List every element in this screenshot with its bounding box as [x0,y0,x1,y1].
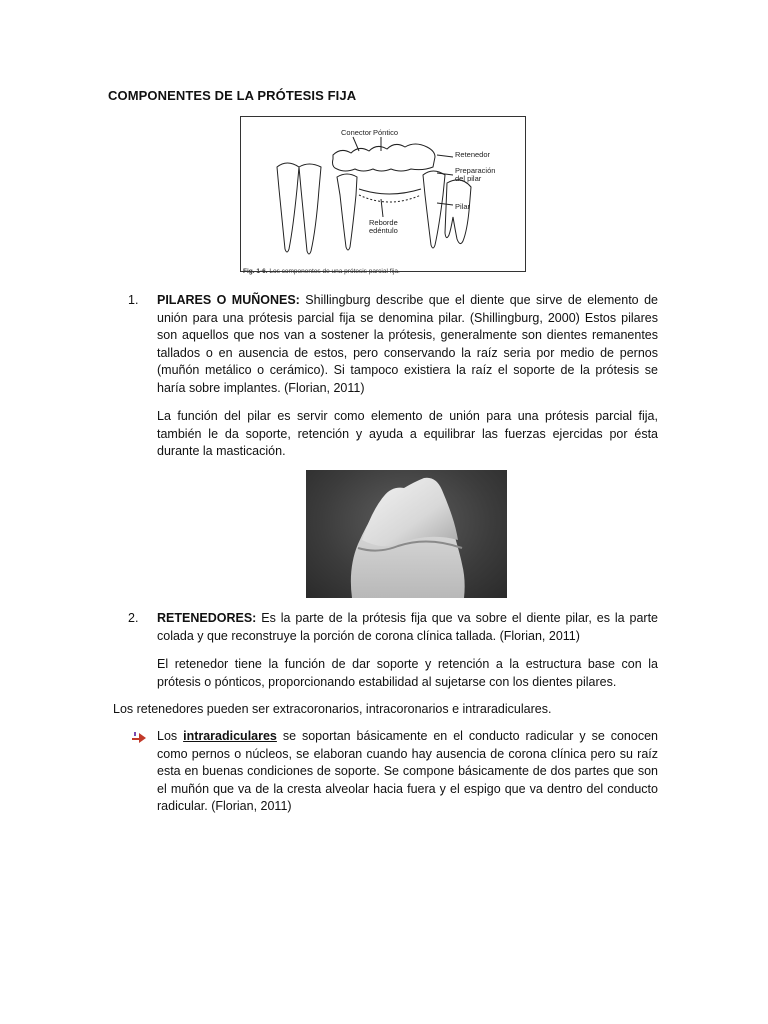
label-conector: Conector [341,128,372,137]
label-retenedor: Retenedor [455,150,491,159]
paragraph-retenedor-function: El retenedor tiene la función de dar soporte y retención a la estructura base con la prótesis o pónticos, proporcionando estabilidad al sujetarse con los dientes pilares. [157,657,658,689]
page-title: COMPONENTES DE LA PRÓTESIS FIJA [108,88,357,103]
bullet-text [157,728,658,816]
bullet-term: intraradiculares [183,729,277,743]
list-number: 2. [128,611,139,625]
figure-caption [243,268,400,276]
list-number: 1. [128,293,139,307]
list-item-body [157,610,658,645]
bullet-body: se soportan básicamente en el conducto radicular y se conocen como pernos o núcleos, se elaboran cuando hay ausencia de corona clínica pero su raíz esta en buenas condiciones de soporte. Se compone básicamente de dos partes que son el muñón que va de la cresta alveolar hacia fuera y el espigo que va dentro del conducto radicular. (Florian, 2011) [157,729,658,813]
item-text: Es la parte de la prótesis fija que va sobre el diente pilar, es la parte colada y que reconstruye la porción de corona clínica tallada. (Florian, 2011) [157,611,658,643]
label-reborde-2: edéntulo [369,226,398,235]
bridge-diagram-figure [240,116,526,272]
list-item-body [157,292,658,397]
paragraph-retainer-types: Los retenedores pueden ser extracoronarios, intracoronarios e intraradiculares. [113,702,552,716]
label-preparacion-2: del pilar [455,174,482,183]
label-preparacion-1: Preparación [455,166,496,175]
tooth-photo [306,470,507,598]
arrow-bullet-icon [131,730,147,744]
item-heading: PILARES O MUÑONES: [157,293,300,307]
label-pontico: Póntico [373,128,399,137]
bridge-diagram-drawing [241,117,525,271]
item-heading: RETENEDORES: [157,611,257,625]
tooth-photo-drawing [306,470,507,598]
figure-caption-prefix: Fig. 1-6. [243,268,268,275]
figure-caption-text: Los componentes de una prótesis parcial fija. [267,268,400,275]
paragraph-pilar-function: La función del pilar es servir como elemento de unión para una prótesis parcial fija, también le da soporte, retención y ayuda a equilibrar las fuerzas ejercidas por ésta durante la masticación. [157,409,658,458]
label-reborde-1: Reborde [369,218,398,227]
label-pilar: Pilar [455,202,471,211]
bullet-prefix: Los [157,729,184,743]
item-text: Shillingburg describe que el diente que sirve de elemento de unión para una prótesis parcial fija se denomina pilar. (Shillingburg, 2000) Estos pilares son aquellos que nos van a sostener la prótesis, generalmente son dientes remanentes tallados o en ausencia de estos, pero conservando la raíz seria por medio de pernos (muñón metálico o cerámico). Si tampoco existiera la raíz el soporte de la prótesis se haría sobre implantes. (Florian, 2011) [157,293,658,395]
